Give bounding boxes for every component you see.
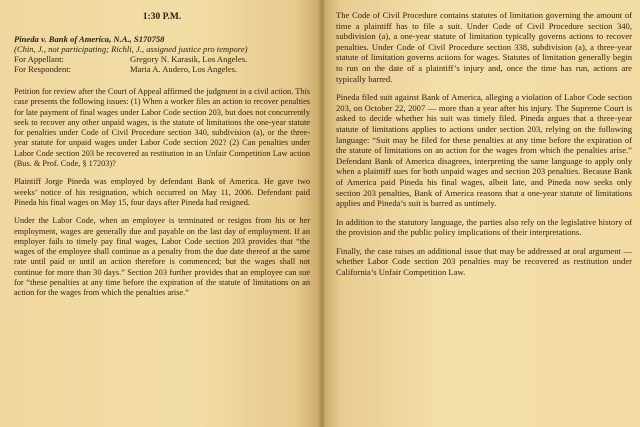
left-paragraph-2: Plaintiff Jorge Pineda was employed by defendant Bank of America. He gave two weeks’ notice of his resignation, which occurred on May 11, 2006. Defendant paid Pineda his final wages on May 15, four days after Pineda had resigned. (14, 177, 310, 207)
case-title: Pineda v. Bank of America, N.A., S170758 (14, 34, 165, 44)
left-paragraph-3: Under the Labor Code, when an employee is terminated or resigns from his or her employment, wages are generally due and payable on the last day of employment. If an employer fails to timely pay final wages, Labor Code section 203 provides that “the wages of the employee shall continue as a penalty from the due date thereof at the same rate until paid or until an action therefore is commenced; but the wages shall not continue for more than 30 days.” Section 203 further provides that an employee can sue for “these penalties at any time before the expiration of the statute of limitations on an action for the wages from which the penalties arise.” (14, 216, 310, 298)
right-page (322, 0, 640, 427)
case-note: (Chin, J., not participating; Richli, J., assigned justice pro tempore) (14, 44, 248, 54)
right-paragraph-2: Pineda filed suit against Bank of America, alleging a violation of Labor Code section 203, on October 22, 2007 — more than a year after his injury. The Supreme Court is asked to decide whether his suit was timely filed. Pineda argues that a three-year statute of limitations applies to actions under section 203, relying on the following language: “Suit may be filed for these penalties at any time before the expiration of the statute of limitations on an action for the wages from which the penalties arise.” Defendant Bank of America disagrees, interpreting the same language to apply only when a plaintiff sues for both unpaid wages and section 203 penalties. Because Bank of America paid Pineda his final wages, albeit late, and Pineda now seeks only section 203 penalties, Bank of America reasons that a one-year statute of limitations applies and Pineda’s suit is barred as untimely. (336, 92, 632, 209)
appellant-value: Gregory N. Karasik, Los Angeles. (130, 54, 248, 64)
respondent-value: Maria A. Audero, Los Angeles. (130, 64, 238, 74)
appellant-label: For Appellant: (14, 54, 64, 64)
respondent-row (14, 64, 310, 74)
right-paragraph-3: In addition to the statutory language, the parties also rely on the legislative history of the provision and the public policy implications of their interpretations. (336, 216, 632, 238)
appellant-row (14, 54, 310, 64)
book-gutter (318, 0, 326, 427)
right-paragraph-4: Finally, the case raises an additional issue that may be addressed at oral argument — whether Labor Code section 203 penalties may be recovered as restitution under California’s Unfair Competition Law. (336, 245, 632, 278)
left-paragraph-1: Petition for review after the Court of Appeal affirmed the judgment in a civil action. This case presents the following issues: (1) When a worker files an action to recover penalties for late payment of final wages under Labor Code section 203, but does not concurrently seek to recover any other unpaid wages, is the statute of limitations the one-year statute for penalties under Code of Civil Procedure section 340, subdivision (a), or the three-year statute for unpaid wages under Labor Code section 202? (2) Can penalties under Labor Code section 203 be recovered as restitution in an Unfair Competition Law action (Bus. & Prof. Code, § 17203)? (14, 87, 310, 169)
session-time: 1:30 P.M. (142, 12, 182, 22)
right-paragraph-1: The Code of Civil Procedure contains statutes of limitation governing the amount of time a plaintiff has to file a suit. Under Code of Civil Procedure section 340, subdivision (a), a one-year statute of limitation typically governs actions to recover penalties. Under Code of Civil Procedure section 338, subdivision (a), a three-year statute of limitation governs actions for wages. Statutes of limitation generally begin to run on the date of a plaintiff’s injury and, once the time has run, actions are typically barred. (336, 10, 632, 84)
respondent-label: For Respondent: (14, 64, 72, 74)
